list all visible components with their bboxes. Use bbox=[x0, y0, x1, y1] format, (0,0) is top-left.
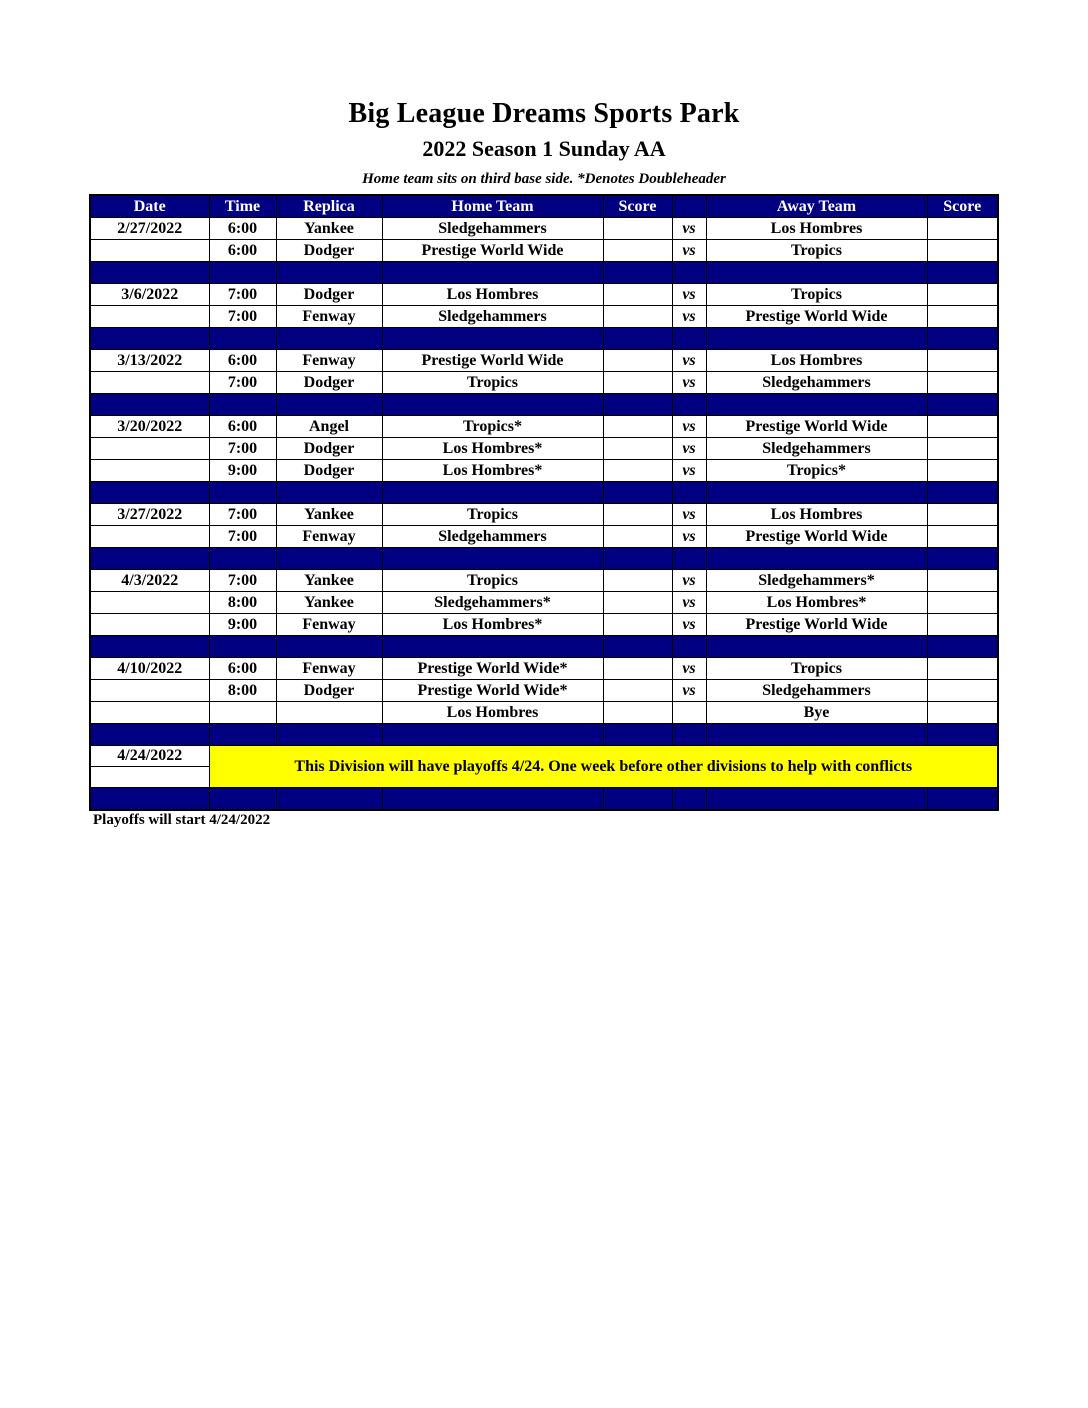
playoff-date-cell: 4/24/2022 bbox=[90, 746, 209, 767]
table-row bbox=[90, 570, 998, 592]
vs-cell: vs bbox=[672, 592, 706, 614]
time-cell: 8:00 bbox=[209, 680, 276, 702]
away-score-cell bbox=[927, 218, 998, 240]
away-team-cell: Sledgehammers bbox=[706, 372, 927, 394]
replica-cell: Yankee bbox=[276, 570, 382, 592]
vs-cell: vs bbox=[672, 570, 706, 592]
page-title: Big League Dreams Sports Park bbox=[348, 98, 740, 129]
date-cell: 3/6/2022 bbox=[90, 284, 209, 306]
table-row bbox=[90, 614, 998, 636]
separator-cell bbox=[706, 788, 927, 811]
separator-cell bbox=[90, 636, 209, 658]
blank-date-cell bbox=[90, 767, 209, 788]
separator-cell bbox=[672, 724, 706, 746]
col-header-replica: Replica bbox=[276, 195, 382, 218]
separator-cell bbox=[706, 724, 927, 746]
separator-cell bbox=[927, 328, 998, 350]
time-cell: 7:00 bbox=[209, 438, 276, 460]
date-cell bbox=[90, 240, 209, 262]
separator-cell bbox=[706, 394, 927, 416]
date-cell bbox=[90, 306, 209, 328]
separator-cell bbox=[90, 394, 209, 416]
separator-cell bbox=[927, 262, 998, 284]
separator-cell bbox=[276, 636, 382, 658]
separator-cell bbox=[209, 548, 276, 570]
col-header-home-score: Score bbox=[603, 195, 672, 218]
replica-cell: Fenway bbox=[276, 614, 382, 636]
replica-cell: Fenway bbox=[276, 350, 382, 372]
away-score-cell bbox=[927, 614, 998, 636]
home-team-cell: Los Hombres* bbox=[382, 614, 603, 636]
separator-cell bbox=[382, 636, 603, 658]
home-score-cell bbox=[603, 306, 672, 328]
page-subtitle: 2022 Season 1 Sunday AA bbox=[422, 136, 666, 161]
home-score-cell bbox=[603, 570, 672, 592]
home-team-cell: Sledgehammers bbox=[382, 526, 603, 548]
table-row bbox=[90, 460, 998, 482]
header-row bbox=[90, 195, 998, 218]
vs-cell: vs bbox=[672, 372, 706, 394]
replica-cell: Dodger bbox=[276, 372, 382, 394]
time-cell: 7:00 bbox=[209, 284, 276, 306]
date-cell bbox=[90, 372, 209, 394]
playoff-row bbox=[90, 746, 998, 767]
date-cell: 3/27/2022 bbox=[90, 504, 209, 526]
away-team-cell: Prestige World Wide bbox=[706, 416, 927, 438]
separator-cell bbox=[672, 328, 706, 350]
home-score-cell bbox=[603, 372, 672, 394]
separator-cell bbox=[90, 548, 209, 570]
away-score-cell bbox=[927, 680, 998, 702]
separator-cell bbox=[209, 482, 276, 504]
date-cell: 4/3/2022 bbox=[90, 570, 209, 592]
replica-cell: Dodger bbox=[276, 460, 382, 482]
time-cell bbox=[209, 702, 276, 724]
time-cell: 7:00 bbox=[209, 504, 276, 526]
home-team-cell: Prestige World Wide bbox=[382, 240, 603, 262]
away-team-cell: Sledgehammers* bbox=[706, 570, 927, 592]
table-row bbox=[90, 526, 998, 548]
separator-cell bbox=[90, 724, 209, 746]
away-score-cell bbox=[927, 570, 998, 592]
home-score-cell bbox=[603, 350, 672, 372]
separator-cell bbox=[706, 636, 927, 658]
table-row bbox=[90, 680, 998, 702]
home-score-cell bbox=[603, 416, 672, 438]
schedule-body bbox=[90, 218, 998, 811]
replica-cell bbox=[276, 702, 382, 724]
away-score-cell bbox=[927, 306, 998, 328]
table-row bbox=[90, 372, 998, 394]
footer-note: Playoffs will start 4/24/2022 bbox=[93, 812, 271, 828]
away-team-cell: Sledgehammers bbox=[706, 438, 927, 460]
away-team-cell: Tropics bbox=[706, 240, 927, 262]
vs-cell: vs bbox=[672, 240, 706, 262]
separator-cell bbox=[927, 394, 998, 416]
separator-cell bbox=[209, 636, 276, 658]
vs-cell: vs bbox=[672, 614, 706, 636]
separator-cell bbox=[603, 262, 672, 284]
date-cell: 3/13/2022 bbox=[90, 350, 209, 372]
vs-cell: vs bbox=[672, 218, 706, 240]
replica-cell: Dodger bbox=[276, 240, 382, 262]
separator-cell bbox=[603, 394, 672, 416]
date-cell bbox=[90, 526, 209, 548]
vs-cell: vs bbox=[672, 504, 706, 526]
home-team-cell: Tropics bbox=[382, 570, 603, 592]
replica-cell: Dodger bbox=[276, 680, 382, 702]
separator-cell bbox=[209, 262, 276, 284]
separator-cell bbox=[927, 788, 998, 811]
separator-cell bbox=[382, 262, 603, 284]
separator-cell bbox=[706, 548, 927, 570]
table-row bbox=[90, 350, 998, 372]
home-score-cell bbox=[603, 614, 672, 636]
col-header-home-team: Home Team bbox=[382, 195, 603, 218]
col-header-vs bbox=[672, 195, 706, 218]
away-score-cell bbox=[927, 350, 998, 372]
table-row bbox=[90, 240, 998, 262]
time-cell: 7:00 bbox=[209, 570, 276, 592]
home-team-cell: Los Hombres bbox=[382, 284, 603, 306]
home-score-cell bbox=[603, 658, 672, 680]
time-cell: 6:00 bbox=[209, 218, 276, 240]
away-team-cell: Los Hombres bbox=[706, 504, 927, 526]
home-team-cell: Los Hombres* bbox=[382, 460, 603, 482]
home-team-cell: Sledgehammers bbox=[382, 306, 603, 328]
away-score-cell bbox=[927, 658, 998, 680]
separator-cell bbox=[706, 328, 927, 350]
away-team-cell: Tropics* bbox=[706, 460, 927, 482]
table-row bbox=[90, 306, 998, 328]
vs-cell: vs bbox=[672, 438, 706, 460]
table-row bbox=[90, 438, 998, 460]
separator-row bbox=[90, 788, 998, 811]
home-score-cell bbox=[603, 284, 672, 306]
home-team-cell: Prestige World Wide* bbox=[382, 680, 603, 702]
replica-cell: Angel bbox=[276, 416, 382, 438]
separator-row bbox=[90, 262, 998, 284]
vs-cell: vs bbox=[672, 680, 706, 702]
time-cell: 7:00 bbox=[209, 306, 276, 328]
separator-row bbox=[90, 394, 998, 416]
vs-cell: vs bbox=[672, 350, 706, 372]
separator-cell bbox=[276, 788, 382, 811]
date-cell: 4/10/2022 bbox=[90, 658, 209, 680]
home-team-cell: Tropics bbox=[382, 504, 603, 526]
table-row bbox=[90, 504, 998, 526]
home-score-cell bbox=[603, 218, 672, 240]
time-cell: 9:00 bbox=[209, 460, 276, 482]
away-team-cell: Tropics bbox=[706, 658, 927, 680]
separator-cell bbox=[672, 482, 706, 504]
time-cell: 6:00 bbox=[209, 350, 276, 372]
separator-row bbox=[90, 636, 998, 658]
table-row bbox=[90, 416, 998, 438]
away-score-cell bbox=[927, 284, 998, 306]
home-team-cell: Prestige World Wide bbox=[382, 350, 603, 372]
separator-row bbox=[90, 724, 998, 746]
home-score-cell bbox=[603, 240, 672, 262]
away-score-cell bbox=[927, 702, 998, 724]
separator-row bbox=[90, 548, 998, 570]
home-team-cell: Tropics bbox=[382, 372, 603, 394]
separator-cell bbox=[927, 548, 998, 570]
separator-cell bbox=[209, 394, 276, 416]
time-cell: 6:00 bbox=[209, 658, 276, 680]
vs-cell: vs bbox=[672, 658, 706, 680]
separator-cell bbox=[382, 394, 603, 416]
home-team-cell: Tropics* bbox=[382, 416, 603, 438]
vs-cell: vs bbox=[672, 284, 706, 306]
home-team-cell: Los Hombres bbox=[382, 702, 603, 724]
time-cell: 7:00 bbox=[209, 372, 276, 394]
vs-cell: vs bbox=[672, 306, 706, 328]
separator-cell bbox=[706, 262, 927, 284]
time-cell: 9:00 bbox=[209, 614, 276, 636]
separator-cell bbox=[672, 262, 706, 284]
separator-cell bbox=[672, 788, 706, 811]
time-cell: 8:00 bbox=[209, 592, 276, 614]
table-row bbox=[90, 218, 998, 240]
home-score-cell bbox=[603, 504, 672, 526]
away-score-cell bbox=[927, 438, 998, 460]
table-row bbox=[90, 702, 998, 724]
away-score-cell bbox=[927, 240, 998, 262]
away-team-cell: Bye bbox=[706, 702, 927, 724]
away-team-cell: Prestige World Wide bbox=[706, 306, 927, 328]
separator-row bbox=[90, 482, 998, 504]
separator-cell bbox=[603, 724, 672, 746]
separator-cell bbox=[927, 724, 998, 746]
schedule-note: Home team sits on third base side. *Denotes Doubleheader bbox=[362, 171, 726, 187]
table-row bbox=[90, 284, 998, 306]
separator-cell bbox=[603, 482, 672, 504]
replica-cell: Fenway bbox=[276, 306, 382, 328]
home-score-cell bbox=[603, 460, 672, 482]
home-team-cell: Prestige World Wide* bbox=[382, 658, 603, 680]
separator-cell bbox=[672, 548, 706, 570]
table-row bbox=[90, 592, 998, 614]
date-cell: 2/27/2022 bbox=[90, 218, 209, 240]
schedule-table bbox=[89, 194, 999, 811]
separator-cell bbox=[603, 636, 672, 658]
col-header-away-score: Score bbox=[927, 195, 998, 218]
separator-cell bbox=[276, 262, 382, 284]
away-team-cell: Sledgehammers bbox=[706, 680, 927, 702]
date-cell bbox=[90, 592, 209, 614]
separator-cell bbox=[90, 262, 209, 284]
separator-row bbox=[90, 328, 998, 350]
separator-cell bbox=[276, 548, 382, 570]
separator-cell bbox=[672, 636, 706, 658]
separator-cell bbox=[603, 548, 672, 570]
replica-cell: Yankee bbox=[276, 218, 382, 240]
home-score-cell bbox=[603, 680, 672, 702]
away-team-cell: Los Hombres bbox=[706, 350, 927, 372]
separator-cell bbox=[382, 548, 603, 570]
vs-cell bbox=[672, 702, 706, 724]
separator-cell bbox=[209, 788, 276, 811]
separator-cell bbox=[90, 788, 209, 811]
separator-cell bbox=[276, 328, 382, 350]
col-header-date: Date bbox=[90, 195, 209, 218]
away-score-cell bbox=[927, 504, 998, 526]
separator-cell bbox=[382, 724, 603, 746]
separator-cell bbox=[382, 328, 603, 350]
separator-cell bbox=[706, 482, 927, 504]
separator-cell bbox=[927, 636, 998, 658]
vs-cell: vs bbox=[672, 460, 706, 482]
separator-cell bbox=[382, 482, 603, 504]
time-cell: 6:00 bbox=[209, 416, 276, 438]
home-score-cell bbox=[603, 438, 672, 460]
away-team-cell: Tropics bbox=[706, 284, 927, 306]
separator-cell bbox=[276, 394, 382, 416]
separator-cell bbox=[276, 724, 382, 746]
time-cell: 7:00 bbox=[209, 526, 276, 548]
separator-cell bbox=[90, 482, 209, 504]
home-score-cell bbox=[603, 592, 672, 614]
away-score-cell bbox=[927, 460, 998, 482]
vs-cell: vs bbox=[672, 526, 706, 548]
replica-cell: Fenway bbox=[276, 658, 382, 680]
date-cell bbox=[90, 438, 209, 460]
separator-cell bbox=[603, 788, 672, 811]
table-row bbox=[90, 658, 998, 680]
replica-cell: Yankee bbox=[276, 504, 382, 526]
away-score-cell bbox=[927, 416, 998, 438]
date-cell: 3/20/2022 bbox=[90, 416, 209, 438]
col-header-time: Time bbox=[209, 195, 276, 218]
separator-cell bbox=[276, 482, 382, 504]
separator-cell bbox=[209, 724, 276, 746]
away-score-cell bbox=[927, 372, 998, 394]
separator-cell bbox=[90, 328, 209, 350]
away-score-cell bbox=[927, 526, 998, 548]
playoff-message: This Division will have playoffs 4/24. One week before other divisions to help with conflicts bbox=[209, 746, 998, 788]
time-cell: 6:00 bbox=[209, 240, 276, 262]
separator-cell bbox=[672, 394, 706, 416]
replica-cell: Dodger bbox=[276, 438, 382, 460]
date-cell bbox=[90, 702, 209, 724]
replica-cell: Yankee bbox=[276, 592, 382, 614]
date-cell bbox=[90, 680, 209, 702]
away-team-cell: Prestige World Wide bbox=[706, 614, 927, 636]
home-team-cell: Sledgehammers* bbox=[382, 592, 603, 614]
home-team-cell: Los Hombres* bbox=[382, 438, 603, 460]
replica-cell: Dodger bbox=[276, 284, 382, 306]
home-team-cell: Sledgehammers bbox=[382, 218, 603, 240]
away-team-cell: Prestige World Wide bbox=[706, 526, 927, 548]
home-score-cell bbox=[603, 702, 672, 724]
vs-cell: vs bbox=[672, 416, 706, 438]
separator-cell bbox=[603, 328, 672, 350]
separator-cell bbox=[927, 482, 998, 504]
separator-cell bbox=[209, 328, 276, 350]
separator-cell bbox=[382, 788, 603, 811]
replica-cell: Fenway bbox=[276, 526, 382, 548]
col-header-away-team: Away Team bbox=[706, 195, 927, 218]
away-team-cell: Los Hombres bbox=[706, 218, 927, 240]
away-team-cell: Los Hombres* bbox=[706, 592, 927, 614]
date-cell bbox=[90, 460, 209, 482]
home-score-cell bbox=[603, 526, 672, 548]
date-cell bbox=[90, 614, 209, 636]
away-score-cell bbox=[927, 592, 998, 614]
